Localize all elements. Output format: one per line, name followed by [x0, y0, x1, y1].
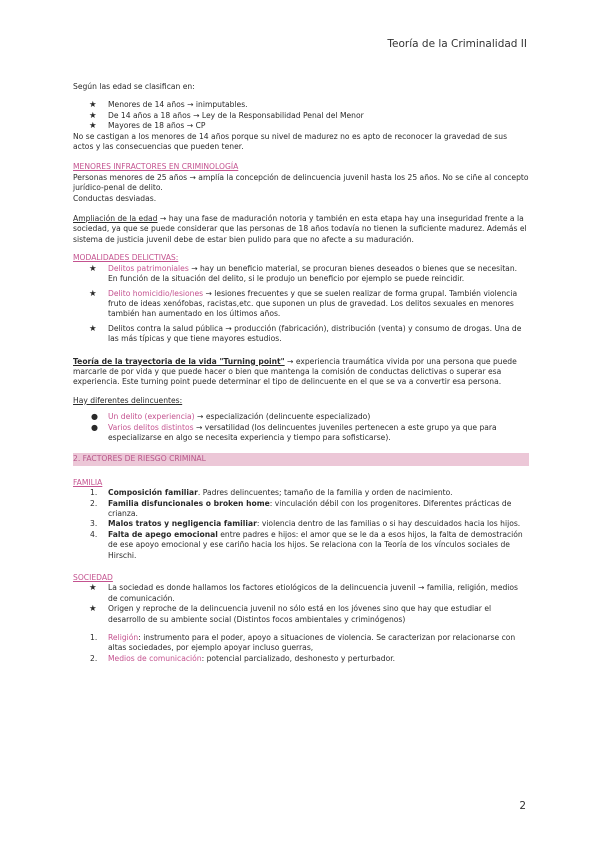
list-item: ★ De 14 años a 18 años → Ley de la Responsabilidad Penal del Menor	[89, 110, 364, 121]
list-item: 2. Familia disfuncionales o broken home: vinculación débil con los progenitores. Diferentes prácticas de crianza.	[90, 498, 512, 518]
sociedad-numbered-list	[73, 633, 529, 664]
sociedad-list	[73, 583, 529, 625]
list-item: ★ Delitos contra la salud pública → producción (fabricación), distribución (venta) y consumo de drogas. Una de las más típicas y que tiene mayores estudios.	[89, 323, 522, 344]
bullet-dot-icon: ●	[91, 412, 98, 422]
star-icon: ★	[89, 323, 97, 334]
delincuentes-heading: Hay diferentes delincuentes:	[73, 395, 183, 405]
list-item: ★ La sociedad es donde hallamos los factores etiológicos de la delincuencia juvenil → familia, religión, medios de comunicación.	[89, 583, 519, 603]
list-item: ★ Delito homicidio/lesiones → lesiones frecuentes y que se suelen realizar de forma grupal. También violencia fruto de ideas xenófobas, racistas,etc. que suponen un plus de gravedad. Los delitos sexuales en menores también han aumentado en los últimos años.	[89, 288, 518, 319]
list-item: ★ Delitos patrimoniales → hay un beneficio material, se procuran bienes deseados o bienes que se necesitan. En función de la situación del delito, si le produjo un beneficio por ejemplo se puede reincidir.	[89, 263, 518, 284]
star-icon: ★	[89, 583, 97, 594]
star-icon: ★	[89, 110, 97, 121]
bullet-dot-icon: ●	[91, 422, 98, 432]
page-header-title: Teoría de la Criminalidad II	[387, 38, 527, 50]
list-item: ● Varios delitos distintos → versatilidad (los delincuentes juveniles pertenecen a este grupo ya que para especializarse en algo se necesita experiencia y tiempo para sofisticarse).	[91, 422, 497, 442]
familia-heading: FAMILIA	[73, 477, 103, 487]
age-list	[73, 100, 529, 131]
menores-paragraph-2: Conductas desviadas.	[73, 193, 157, 203]
menores-paragraph: Personas menores de 25 años → amplía la concepción de delincuencia juvenil hasta los 25 años. No se ciñe al concepto jurídico-penal de delito.	[73, 172, 529, 193]
star-icon: ★	[89, 263, 97, 274]
sociedad-heading: SOCIEDAD	[73, 573, 113, 583]
list-item: 3. Malos tratos y negligencia familiar: violencia dentro de las familias o si hay descuidados hacia los hijos.	[90, 519, 521, 529]
modalidades-list	[73, 264, 529, 345]
list-item: 1. Religión: instrumento para el poder, apoyo a situaciones de violencia. Se caracterizan por relacionarse con altas sociedades, por ejemplo apoyar incluso guerras,	[90, 633, 516, 653]
list-item: 2. Medios de comunicación: potencial parcializado, deshonesto y perturbador.	[90, 653, 396, 663]
list-item: 1. Composición familiar. Padres delincuentes; tamaño de la familia y orden de nacimiento.	[90, 488, 453, 498]
familia-list	[73, 488, 529, 561]
intro-note: No se castigan a los menores de 14 años porque su nivel de madurez no es apto de reconocer la gravedad de sus actos y las consecuencias que pueden tener.	[73, 131, 508, 152]
list-item: 4. Falta de apego emocional entre padres e hijos: el amor que se le da a esos hijos, la falta de demostración de ese apoyo emocional y ese cariño hacia los hijos. Se relaciona con la Teoría de los vínculos sociales de Hirschi.	[90, 529, 523, 560]
intro-lead: Según las edad se clasifican en:	[73, 82, 195, 91]
star-icon: ★	[89, 121, 97, 132]
star-icon: ★	[89, 604, 97, 615]
delincuentes-list	[73, 412, 529, 443]
section-2-heading: 2. FACTORES DE RIESGO CRIMINAL	[73, 453, 529, 465]
page-number: 2	[519, 800, 526, 812]
menores-heading: MENORES INFRACTORES EN CRIMINOLOGÍA	[73, 162, 239, 172]
star-icon: ★	[89, 100, 97, 111]
ampliacion-paragraph: Ampliación de la edad → hay una fase de maduración notoria y también en esta etapa hay una inseguridad frente a la sociedad, ya que se puede considerar que las personas de 18 años todavía no tienen la suficiente madurez. Además el sistema de justicia juvenil debe de estar bien pulido para que no afecte a su maduración.	[73, 214, 527, 244]
page-content	[73, 82, 529, 664]
list-item: ● Un delito (experiencia) → especialización (delincuente especializado)	[91, 412, 371, 422]
list-item: ★ Origen y reproche de la delincuencia juvenil no sólo está en los jóvenes sino que hay que estudiar el desarrollo de su ambiente social (Distintos focos ambientales y criminógenos)	[89, 604, 492, 624]
trayectoria-paragraph: Teoría de la trayectoria de la vida "Turning point" → experiencia traumática vivida por una persona que puede marcarle de por vida y que puede hacer o bien que mantenga la comisión de conductas delictivas o superar esa experiencia. Este turning point puede determinar el tipo de delincuente en el que se va a convertir esa persona.	[73, 356, 517, 387]
modalidades-heading: MODALIDADES DELICTIVAS:	[73, 253, 179, 263]
list-item: ★ Mayores de 18 años → CP	[89, 121, 206, 132]
star-icon: ★	[89, 288, 97, 299]
list-item: ★ Menores de 14 años → inimputables.	[89, 100, 248, 111]
